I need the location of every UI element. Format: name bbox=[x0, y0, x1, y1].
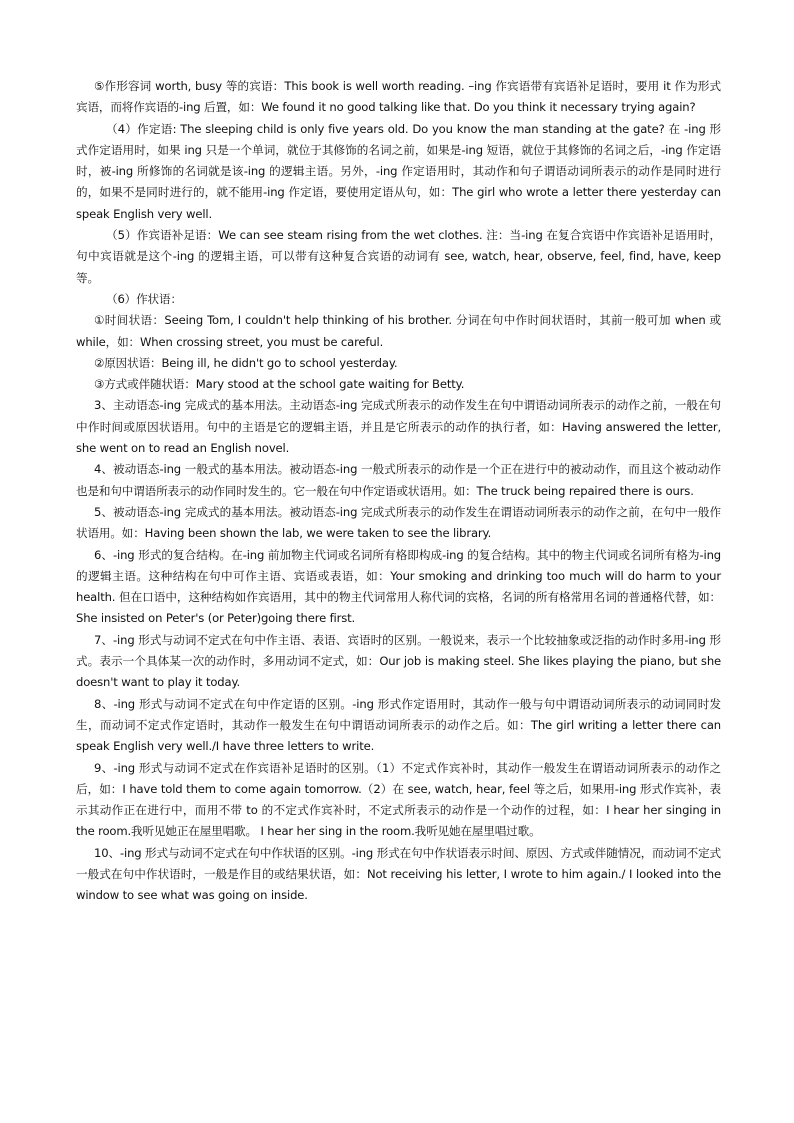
paragraph-section-9: 9、-ing 形式与动词不定式在作宾语补足语时的区别。（1）不定式作宾补时，其动作一般发生在谓语动词所表示的动作之后，如：I have told them to come again tomorrow.（2）在 see, watch, hear, feel 等之后，如果用-ing 形式作宾补，表示其动作正在进行中，而用不带 to 的不定式作宾补时，不定式所表示的动作是一个动作的过程，如：I hear her singing in the room.我听见她正在屋里唱歌。 I hear her sing in the room.我听见她在屋里唱过歌。 bbox=[76, 760, 721, 839]
paragraph-attributive: （4）作定语: The sleeping child is only five years old. Do you know the man standing at the gate? 在 -ing 形式作定语用时，如果 ing 只是一个单词，就位于其修饰的名词之前，如果是-ing 短语，就位于其修饰的名词之后，-ing 作定语时，被-ing 所修饰的名词就是该-ing 的逻辑主语。另外，-ing 作定语用时，其动作和句子谓语动词所表示的动作是同时进行的，如果不是同时进行的，就不能用-ing 作定语，要使用定语从句，如：The girl who wrote a letter there yesterday can speak English very well. bbox=[76, 121, 721, 221]
paragraph-gerund-object-of-adjective: ⑤作形容词 worth, busy 等的宾语：This book is well worth reading. –ing 作宾语带有宾语补足语时，要用 it 作为形式宾语，而将作宾语的-ing 后置，如：We found it no good talking like that. Do you think it necessary trying again? bbox=[76, 79, 721, 115]
paragraph-manner-adverbial: ③方式或伴随状语：Mary stood at the school gate waiting for Betty. bbox=[94, 377, 465, 392]
paragraph-section-8: 8、-ing 形式与动词不定式在句中作定语的区别。-ing 形式作定语用时，其动作一般与句中谓语动词所表示的动词同时发生，而动词不定式作定语时，其动作一般发生在句中谓语动词所表示的动作之后。如：The girl writing a letter there can speak English very well./I have three letters to write. bbox=[76, 696, 721, 754]
paragraph-section-4: 4、被动语态-ing 一般式的基本用法。被动语态-ing 一般式所表示的动作是一个正在进行中的被动动作，而且这个被动动作也是和句中谓语所表示的动作同时发生的。它一般在句中作定语或状语用。如：The truck being repaired there is ours. bbox=[76, 462, 721, 498]
paragraph-section-7: 7、-ing 形式与动词不定式在句中作主语、表语、宾语时的区别。一般说来，表示一个比较抽象或泛指的动作时多用-ing 形式。表示一个具体某一次的动作时，多用动词不定式，如：Our job is making steel. She likes playing the piano, but she doesn't want to play it today. bbox=[76, 632, 721, 690]
paragraph-section-5: 5、被动语态-ing 完成式的基本用法。被动语态-ing 完成式所表示的动作发生在谓语动词所表示的动作之前，在句中一般作状语用。如：Having been shown the lab, we were taken to see the library. bbox=[76, 504, 721, 541]
paragraph-section-6: 6、-ing 形式的复合结构。在-ing 前加物主代词或名词所有格即构成-ing 的复合结构。其中的物主代词或名词所有格为-ing 的逻辑主语。这种结构在句中可作主语、宾语或表语，如：Your smoking and drinking too much will do harm to your health. 但在口语中，这种结构如作宾语用，其中的物主代词常用人称代词的宾格，名词的所有格常用名词的普通格代替，如：She insisted on Peter's (or Peter)going there first. bbox=[76, 547, 721, 626]
paragraph-adverbial-heading: （6）作状语： bbox=[106, 291, 182, 306]
paragraph-section-3: 3、主动语态-ing 完成式的基本用法。主动语态-ing 完成式所表示的动作发生在句中谓语动词所表示的动作之前，一般在句中作时间或原因状语用。句中的主语是它的逻辑主语，并且是它所表示的动作的执行者，如：Having answered the letter, she went on to read an English novel. bbox=[76, 398, 721, 456]
paragraph-object-complement: （5）作宾语补足语：We can see steam rising from the wet clothes. 注：当-ing 在复合宾语中作宾语补足语用时，句中宾语就是这个-ing 的逻辑主语，可以带有这种复合宾语的动词有 see, watch, hear, observe, feel, find, have, keep 等。 bbox=[76, 228, 721, 285]
paragraph-time-adverbial: ①时间状语：Seeing Tom, I couldn't help thinking of his brother. 分词在句中作时间状语时，其前一般可加 when 或 while，如：When crossing street, you must be careful. bbox=[76, 313, 721, 349]
paragraph-section-10: 10、-ing 形式与动词不定式在句中作状语的区别。-ing 形式在句中作状语表示时间、原因、方式或伴随情况，而动词不定式一般式在句中作状语时，一般是作目的或结果状语，如：Not receiving his letter, I wrote to him again./ I looked into the window to see what was going on inside. bbox=[76, 845, 721, 903]
document-page bbox=[76, 76, 721, 907]
paragraph-cause-adverbial: ②原因状语：Being ill, he didn't go to school yesterday. bbox=[94, 355, 398, 370]
